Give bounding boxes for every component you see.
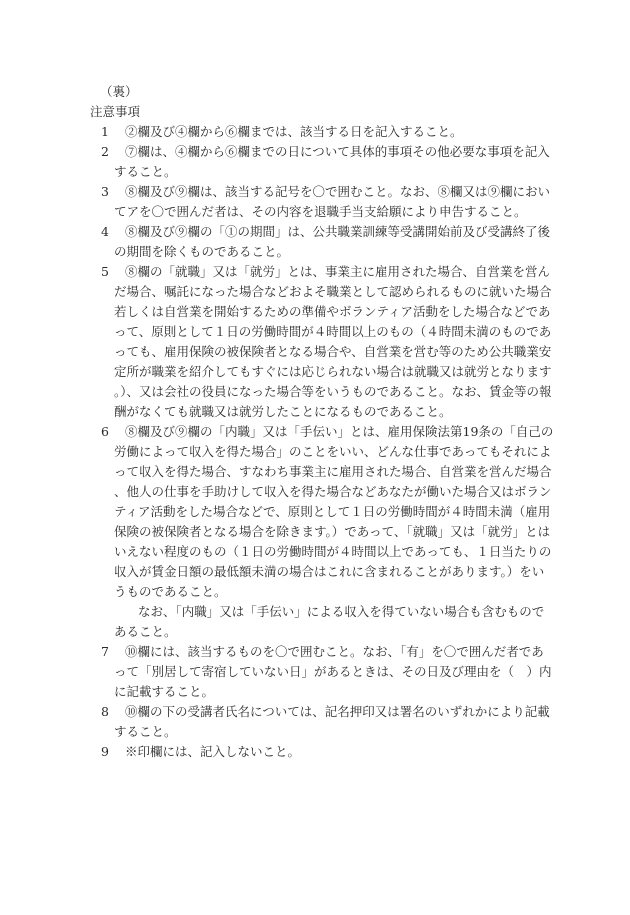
note-text: ②欄及び④欄から⑥欄までは、該当する日を記入すること。 [125, 124, 463, 139]
back-side-label: （裏） [100, 84, 138, 99]
note-item-4 [90, 222, 556, 262]
note-item-2 [90, 142, 556, 182]
note-item-3 [90, 182, 556, 222]
note-text: ⑦欄は、④欄から⑥欄までの日について具体的事項その他必要な事項を記入すること。 [114, 144, 550, 179]
note-number: 5 [101, 264, 109, 279]
notes-list [90, 122, 556, 762]
note-text: ⑩欄の下の受講者氏名については、記名押印又は署名のいずれかにより記載すること。 [114, 704, 550, 739]
note-number: 9 [101, 744, 109, 759]
note-text: ⑧欄及び⑨欄は、該当する記号を〇で囲むこと。なお、⑧欄又は⑨欄においてアを〇で囲んだ者は、その内容を退職手当支給願により申告すること。 [114, 184, 551, 219]
notes-heading: 注意事項 [90, 104, 141, 119]
note-item-9 [90, 742, 556, 762]
note-number: 2 [101, 144, 109, 159]
note-text: ⑧欄及び⑨欄の「①の期間」は、公共職業訓練等受講開始前及び受講終了後の期間を除くものであること。 [114, 224, 551, 259]
note-number: 4 [101, 224, 109, 239]
note-number: 8 [101, 704, 109, 719]
note-number: 7 [101, 644, 109, 659]
note-number: 6 [101, 424, 109, 439]
note-text: ⑧欄の「就職」又は「就労」とは、事業主に雇用された場合、自営業を営んだ場合、嘱託になった場合などおよそ職業として認められるものに就いた場合若しくは自営業を開始するための準備やボランティア活動をした場合などであって、原則として１日の労働時間が４時間以上のもの（４時間未満のものであっても、雇用保険の被保険者となる場合や、自営業を営む等のため公共職業安定所が職業を紹介してもすぐには応じられない場合は就職又は就労となります。）、又は会社の役員になった場合等をいうものであること。なお、賃金等の報酬がなくても就職又は就労したことになるものであること。 [114, 264, 552, 419]
note-item-7 [90, 642, 556, 702]
note-text: ※印欄には、記入しないこと。 [125, 744, 301, 759]
note-item-5 [90, 262, 556, 422]
note-number: 1 [101, 124, 109, 139]
note-text: ⑩欄には、該当するものを〇で囲むこと。なお、「有」を〇で囲んだ者であって「別居して寄宿していない日」があるときは、その日及び理由を（ ）内に記載すること。 [114, 644, 552, 699]
note-subtext: なお、「内職」又は「手伝い」による収入を得ていない場合も含むものであること。 [114, 604, 545, 639]
note-number: 3 [101, 184, 109, 199]
note-item-8 [90, 702, 556, 742]
note-text: ⑧欄及び⑨欄の「内職」又は「手伝い」とは、雇用保険法第19条の「自己の労働によって収入を得た場合」のことをいい、どんな仕事であってもそれによって収入を得た場合、すなわち事業主に雇用された場合、自営業を営んだ場合、他人の仕事を手助けして収入を得た場合などあなたが働いた場合又はボランティア活動をした場合などで、原則として１日の労働時間が４時間未満（雇用保険の被保険者となる場合を除きます。）であって、「就職」又は「就労」とはいえない程度のもの（１日の労働時間が４時間以上であっても、１日当たりの収入が賃金日額の最低額未満の場合はこれに含まれることがあります。）をいうものであること。 [114, 424, 554, 599]
note-item-1 [90, 122, 556, 142]
note-item-6 [90, 422, 556, 642]
